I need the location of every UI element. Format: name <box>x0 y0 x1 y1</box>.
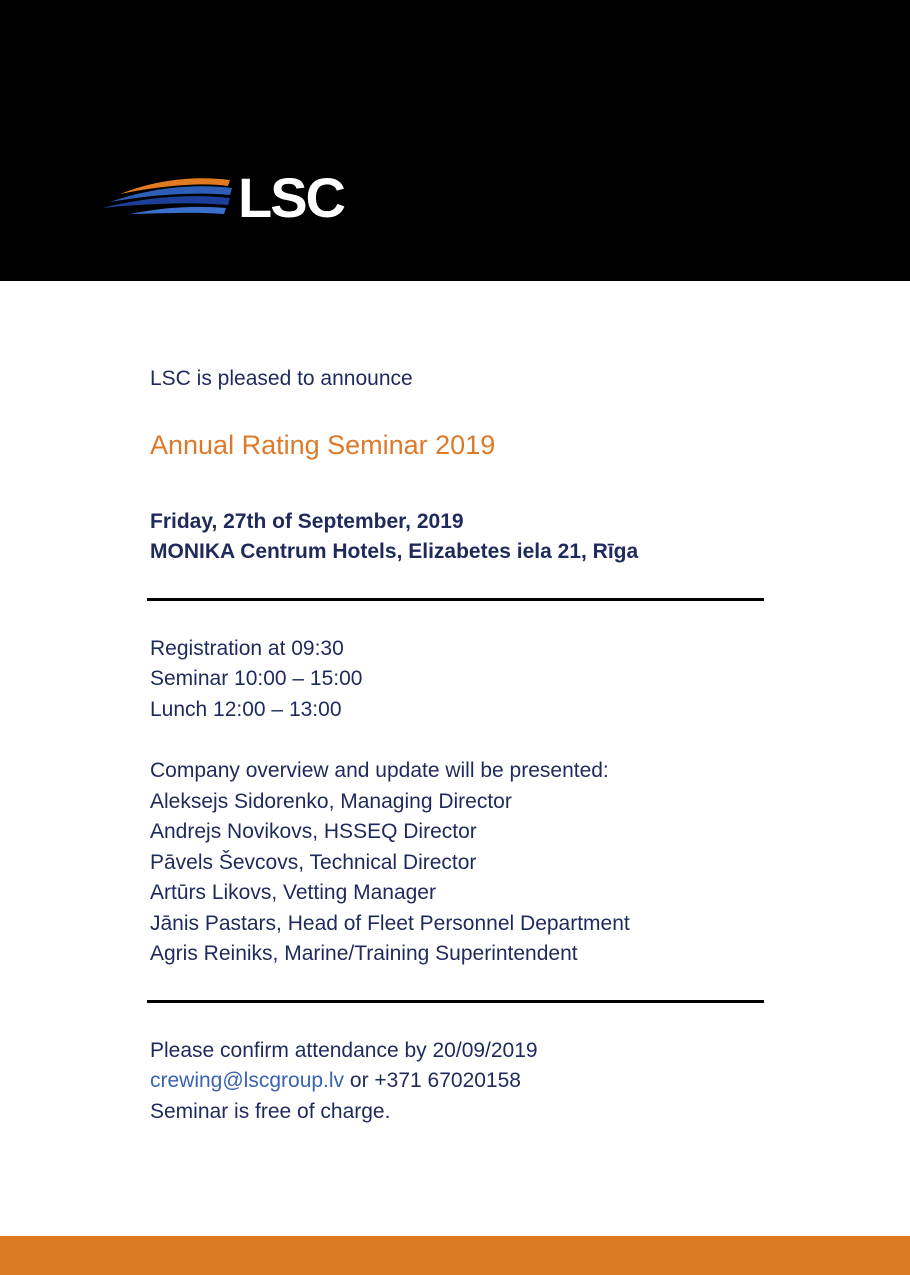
email-link[interactable]: crewing@lscgroup.lv <box>150 1069 345 1092</box>
wave-logo-icon <box>102 178 232 214</box>
contact-line <box>150 1066 521 1096</box>
event-title: Annual Rating Seminar 2019 <box>150 430 496 460</box>
divider <box>147 598 764 601</box>
presenter-item: Agris Reiniks, Marine/Training Superintendent <box>150 942 578 965</box>
schedule-item: Registration at 09:30 <box>150 637 344 660</box>
presenter-item: Pāvels Ševcovs, Technical Director <box>150 851 477 874</box>
event-venue: MONIKA Centrum Hotels, Elizabetes iela 21, Rīga <box>150 540 639 563</box>
footer-bar <box>0 1236 910 1275</box>
intro-text: LSC is pleased to announce <box>150 367 413 390</box>
free-note: Seminar is free of charge. <box>150 1100 391 1123</box>
presenter-item: Artūrs Likovs, Vetting Manager <box>150 881 436 904</box>
presenter-item: Andrejs Novikovs, HSSEQ Director <box>150 820 477 843</box>
presenters-heading: Company overview and update will be presented: <box>150 759 609 782</box>
header-banner <box>0 0 910 281</box>
event-date: Friday, 27th of September, 2019 <box>150 510 464 533</box>
phone-text: or +371 67020158 <box>344 1069 521 1092</box>
divider <box>147 1000 764 1003</box>
lsc-logo <box>100 166 370 226</box>
confirm-text: Please confirm attendance by 20/09/2019 <box>150 1039 538 1062</box>
presenter-item: Aleksejs Sidorenko, Managing Director <box>150 790 512 813</box>
logo-text: LSC <box>238 166 344 226</box>
presenter-item: Jānis Pastars, Head of Fleet Personnel Department <box>150 912 630 935</box>
schedule-item: Seminar 10:00 – 15:00 <box>150 667 363 690</box>
schedule-item: Lunch 12:00 – 13:00 <box>150 698 342 721</box>
